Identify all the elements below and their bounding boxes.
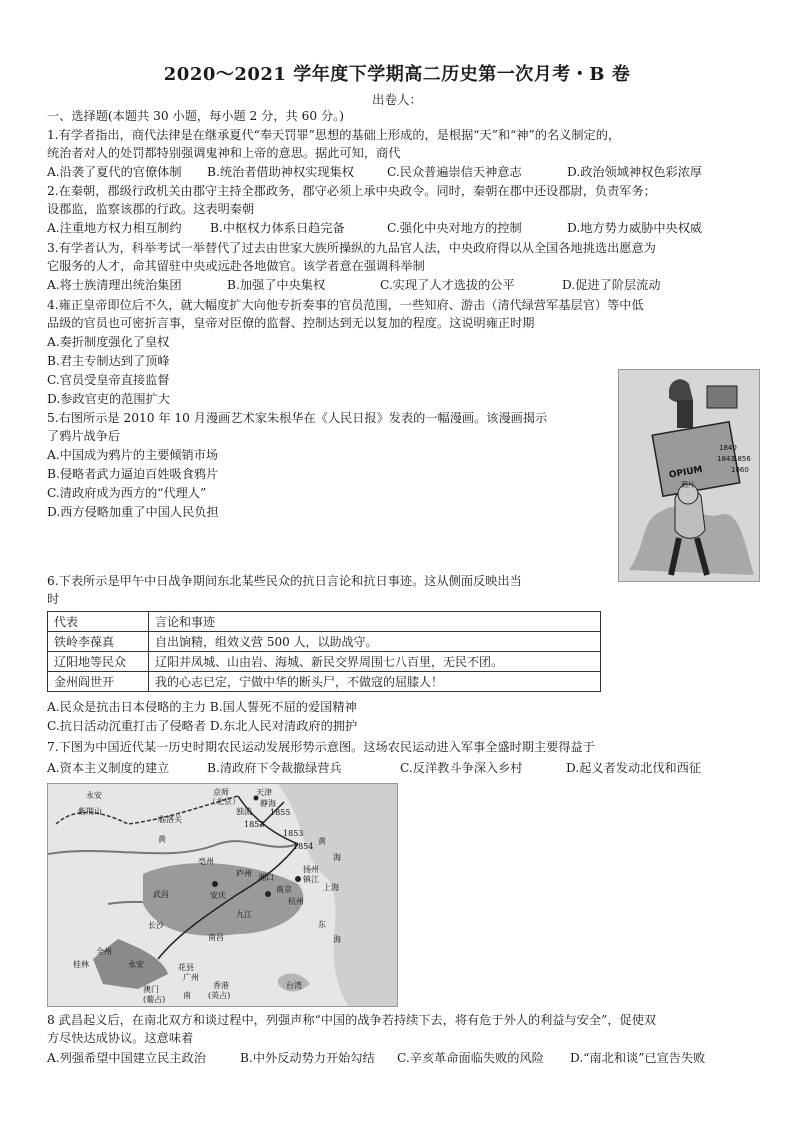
q6-options-line1[interactable]: A.民众是抗击日本侵略的主力 B.国人誓死不屈的爱国精神 [47, 700, 357, 714]
map-label: 南 [183, 991, 191, 1000]
q1-options [47, 164, 757, 181]
q7-stem: 7.下图为中国近代某一历史时期农民运动发展形势示意图。这场农民运动进入军事全盛时期主要得益于 [47, 740, 595, 754]
q3-option-d[interactable]: D.促进了阶层流动 [562, 278, 661, 292]
q8-option-d[interactable]: D.“南北和谈”已宣告失败 [570, 1051, 706, 1065]
table-row [48, 632, 601, 652]
q1-option-c[interactable]: C.民众普遍崇信天神意志 [387, 165, 522, 179]
table-header-cell: 言论和事迹 [149, 612, 601, 632]
table-cell: 辽阳并凤城、山由岩、海城、新民交界周围七八百里，无民不团。 [149, 652, 601, 672]
cartoon-year-1843: 1843 [717, 455, 735, 463]
map-label: 花县 [178, 963, 194, 972]
table-header-row [48, 612, 601, 632]
map-label: 1854 [293, 842, 314, 851]
q1-option-a[interactable]: A.沿袭了夏代的官僚体制 [47, 165, 182, 179]
map-label: 上海 [323, 883, 339, 892]
map-label: 台湾 [286, 981, 302, 990]
q1-option-d[interactable]: D.政治领域神权色彩浓厚 [567, 165, 703, 179]
q5-option-b[interactable]: B.侵略者武力逼迫百姓吸食鸦片 [47, 467, 219, 481]
setter-line: 出卷人： [371, 92, 422, 107]
q2-option-a[interactable]: A.注重地方权力相互制约 [47, 221, 182, 235]
q3-stem-line1: 3.有学者认为，科举考试一举替代了过去由世家大族所操纵的九品官人法，中央政府得以从全国各地挑选出愿意为 [47, 241, 656, 255]
map-label: 独流 [236, 807, 252, 816]
opium-cartoon-drawing [619, 370, 759, 581]
q3-stem-line2: 它服务的人才，命其留驻中央或远赴各地做官。该学者意在强调科举制 [47, 259, 425, 273]
q4-stem-line2: 品级的官员也可密折言事，皇帝对臣僚的监督、控制达到无以复加的程度。这说明雍正时期 [47, 316, 535, 330]
map-label: 澳门 [143, 985, 159, 994]
q1-stem-line1: 1.有学者指出，商代法律是在继承夏代“奉天罚罪”思想的基础上形成的，是根据“天”和“神”的名义制定的， [47, 128, 621, 142]
map-label: 南京 [276, 885, 292, 894]
map-label: 静海 [260, 799, 276, 808]
taiping-map-image [47, 783, 398, 1007]
q3-option-c[interactable]: C.实现了人才选拔的公平 [380, 278, 515, 292]
table-cell: 铁岭李葆真 [48, 632, 149, 652]
q7-option-c[interactable]: C.反洋教斗争深入乡村 [400, 761, 523, 775]
cartoon-opium-label: OPIUM [668, 464, 704, 481]
map-label: 扬州 [303, 865, 319, 874]
q6-options-line2[interactable]: C.抗日活动沉重打击了侵略者 D.东北人民对清政府的拥护 [47, 719, 358, 733]
q5-option-c[interactable]: C.清政府成为西方的“代理人” [47, 486, 207, 500]
q7-option-d[interactable]: D.起义者发动北伐和西征 [566, 761, 702, 775]
map-label: 广州 [183, 973, 199, 982]
q8-option-b[interactable]: B.中外反动势力开始勾结 [240, 1051, 375, 1065]
map-label: 永安 [86, 791, 102, 800]
table-row [48, 652, 601, 672]
map-label: 全州 [96, 947, 112, 956]
q2-stem-line2: 设郡监，监察该郡的行政。这表明秦朝 [47, 202, 255, 216]
map-label: 桂林 [73, 960, 89, 969]
q2-option-c[interactable]: C.强化中央对地方的控制 [387, 221, 522, 235]
q2-option-d[interactable]: D.地方势力威胁中央权威 [567, 221, 703, 235]
q7-options [47, 760, 757, 777]
map-label: 安庆 [210, 891, 226, 900]
section-heading: 一、选择题(本题共 30 小题，每小题 2 分，共 60 分。) [47, 109, 344, 123]
q1-option-b[interactable]: B.统治者借助神权实现集权 [207, 165, 354, 179]
map-label: 庐州 [236, 869, 252, 878]
q5-stem-line1: 5.右图所示是 2010 年 10 月漫画艺术家朱根华在《人民日报》发表的一幅漫画。该漫画揭示 [47, 411, 548, 425]
map-label: 长沙 [148, 921, 164, 930]
q3-option-a[interactable]: A.将士族清理出统治集团 [47, 278, 182, 292]
map-label: 武昌 [153, 890, 169, 899]
q5-option-d[interactable]: D.西方侵略加重了中国人民负担 [47, 505, 219, 519]
q5-option-a[interactable]: A.中国成为鸦片的主要倾销市场 [47, 448, 219, 462]
map-label: 海 [333, 935, 341, 944]
map-label: 南昌 [208, 933, 224, 942]
cartoon-opium-cn-label: 鸦片 [681, 481, 695, 489]
map-label: 杭州 [288, 897, 304, 906]
map-label: 紫荆山 [78, 807, 102, 816]
q8-options [47, 1050, 757, 1067]
map-label: 香港 [213, 981, 229, 990]
q1-stem-line2: 统治者对人的处罚都特别强调鬼神和上帝的意思。据此可知，商代 [47, 146, 401, 160]
map-label: 天津 [256, 788, 272, 797]
map-label: 京师 [213, 788, 229, 797]
q8-stem-line1: 8 武昌起义后，在南北双方和谈过程中，列强声称“中国的战争若持续下去，将有危于外人的利益与安全”，促使双 [47, 1013, 657, 1027]
table-cell: 金州阎世开 [48, 672, 149, 692]
opium-cartoon-image [618, 369, 760, 582]
map-label: (英占) [208, 991, 231, 1000]
q6-stem-line2: 时 [47, 592, 60, 606]
map-label: 湘口 [258, 873, 274, 882]
table-cell: 自出饷精，组效义营 500 人，以助战守。 [149, 632, 601, 652]
table-header-cell: 代表 [48, 612, 149, 632]
cartoon-year-1856: 1856 [733, 455, 751, 463]
map-label: 九江 [236, 910, 252, 919]
table-row [48, 672, 601, 692]
map-label: 黄 [158, 835, 166, 844]
map-label: 海 [333, 853, 341, 862]
q4-option-c[interactable]: C.官员受皇帝直接监督 [47, 373, 170, 387]
exam-title: 2020～2021 学年度下学期高二历史第一次月考・B 卷 [163, 64, 631, 85]
q5-stem-line2: 了鸦片战争后 [47, 429, 121, 443]
map-label: 1853 [244, 820, 265, 829]
q6-table [47, 611, 601, 692]
q2-stem-line1: 2.在秦朝，郡级行政机关由郡守主持全郡政务，郡守必须上承中央政令。同时，秦朝在郡中还设郡尉，负责军务； [47, 184, 656, 198]
q7-option-b[interactable]: B.清政府下令裁撤绿营兵 [207, 761, 342, 775]
q2-option-b[interactable]: B.中枢权力体系日趋完备 [210, 221, 345, 235]
map-label: 镇江 [303, 875, 319, 884]
map-label: (葡占) [143, 995, 166, 1004]
q4-option-b[interactable]: B.君主专制达到了顶峰 [47, 354, 170, 368]
q6-stem-line1: 6.下表所示是甲午中日战争期间东北某些民众的抗日言论和抗日事迹。这从侧面反映出当 [47, 574, 522, 588]
q7-option-a[interactable]: A.资本主义制度的建立 [47, 761, 170, 775]
table-cell: 我的心志已定，宁做中华的断头尸，不做寇的屈膝人！ [149, 672, 601, 692]
cartoon-year-1860: 1860 [731, 466, 749, 474]
map-label: 永安 [128, 960, 144, 969]
map-label: （北京） [208, 797, 240, 806]
map-label: 东 [318, 920, 326, 929]
map-label: 1855 [270, 808, 291, 817]
cartoon-year-1840: 1840 [719, 444, 737, 452]
map-label: 亳州 [198, 857, 214, 866]
q4-option-d[interactable]: D.参政官吏的范围扩大 [47, 392, 170, 406]
q3-option-b[interactable]: B.加强了中央集权 [227, 278, 326, 292]
q2-options [47, 220, 757, 237]
map-label: 临洛关 [158, 815, 182, 824]
table-cell: 辽阳地等民众 [48, 652, 149, 672]
q4-option-a[interactable]: A.奏折制度强化了皇权 [47, 335, 170, 349]
map-label: 1853 [283, 829, 304, 838]
q4-stem-line1: 4.雍正皇帝即位后不久，就大幅度扩大向他专折奏事的官员范围，一些知府、游击（清代绿营军基层官）等中低 [47, 298, 644, 312]
map-label: 黄 [318, 837, 326, 846]
q8-stem-line2: 方尽快达成协议。这意味着 [47, 1031, 194, 1045]
q8-option-a[interactable]: A.列强希望中国建立民主政治 [47, 1051, 206, 1065]
q3-options [47, 277, 757, 294]
q8-option-c[interactable]: C.辛亥革命面临失败的风险 [397, 1051, 544, 1065]
